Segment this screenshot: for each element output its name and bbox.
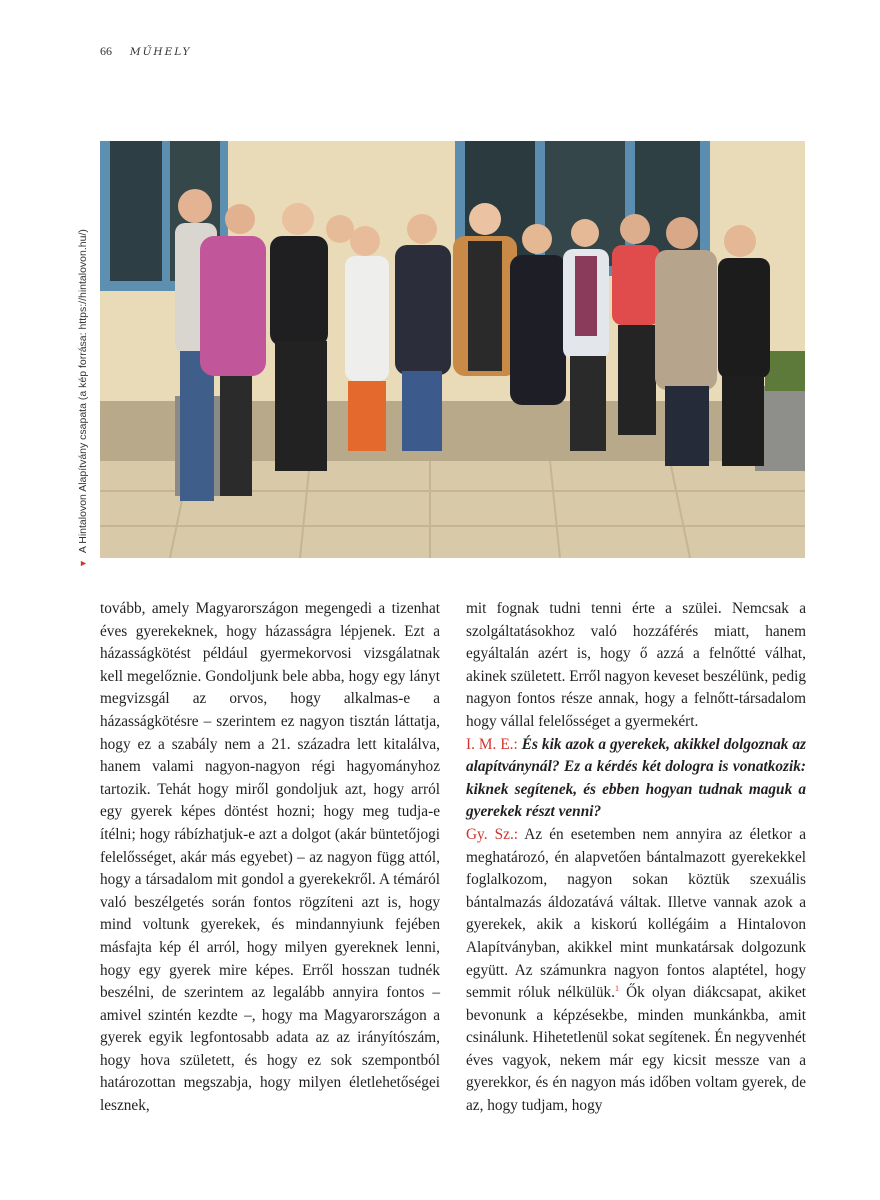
question-text: És kik azok a gyerekek, akikkel dolgoznak az alapítványnál? Ez a kérdés két dologra is vonatkozik: kiknek segítenek, és ebben hogyan tudnak maguk a gyerekek részt venni? bbox=[466, 735, 806, 821]
interview-answer bbox=[466, 824, 806, 1118]
photo-caption bbox=[77, 229, 89, 568]
group-photo bbox=[100, 141, 805, 558]
text-column-right bbox=[466, 598, 806, 1118]
running-header bbox=[100, 44, 191, 59]
caption-text: A Hintalovon Alapítvány csapata (a kép forrása: https://hintalovon.hu/) bbox=[77, 229, 89, 554]
caption-triangle-icon: ▼ bbox=[78, 559, 88, 568]
section-title: MŰHELY bbox=[129, 46, 192, 58]
interview-question bbox=[466, 734, 806, 824]
text-column-left bbox=[100, 598, 440, 1118]
page-number: 66 bbox=[100, 44, 112, 58]
left-paragraph: tovább, amely Magyarországon megengedi a tizenhat éves gyerekeknek, hogy házasságra lépjenek. Ezt a házasságkötést például gyermekorvosi vizsgálatnak kell megelőznie. Gondoljunk bele abba, hogy egy lányt megvizsgál az orvos, hogy alkalmas-e a házasságkötésre – szerintem ez nagyon tisztán láttatja, hogy ez a szabály nem a 21. századra lett kitalálva, hanem valami nagyon-nagyon régi hagyományhoz tartozik. Tehát hogy miről gondoljuk azt, hogy arról egy gyerek képes döntést hozni; hogy meg tudja-e ítélni; hogy rábízhatjuk-e azt a dolgot (akár büntetőjogi felelősséget, akár más egyebet) – az nagyon függ attól, hogy a társadalom mit gondol a gyerekekről. A témáról való beszélgetés során fontos rögzíteni azt is, hogy mind voltunk gyerekek, és mindannyiunk fejében másfajta kép él arról, hogy milyen gyereknek lenni, hogy egy gyerek mire képes. Erről hosszan tudnék beszélni, de szerintem az legalább annyira fontos – amivel szintén kezdte –, hogy ma Magyarországon a gyerek egyik legfontosabb adata az az irányítószám, hogy hova született, és hogy ez sok szempontból határozottan megszabja, hogy milyen életlehetőségei lesznek, bbox=[100, 600, 440, 1115]
answer-text-part1: Az én esetemben nem annyira az életkor a meghatározó, én alapvetően bántalmazott gyerekekkel foglalkozom, nagyon sokan köztük szexuális bántalmazás áldozatává váltak. Illetve vannak azok a gyerekek, akik a kiskorú kollégáim a Hintalovon Alapítványban, akikkel mint munkatársak dolgozunk együtt. Az számunkra nagyon fontos alaptétel, hogy semmit róluk nélkülük. bbox=[466, 825, 806, 1002]
answer-speaker: Gy. Sz.: bbox=[466, 825, 519, 843]
answer-text-part2: Ők olyan diákcsapat, akiket bevonunk a képzésekbe, minden munkánkba, amit csinálunk. Hihetetlenül sokat segítenek. Én negyvenhét éves vagyok, nekem már egy kicsit messze van a gyerekkor, és én nagyon más időben voltam gyerek, de az, hogy tudjam, hogy bbox=[466, 984, 806, 1115]
question-speaker: I. M. E.: bbox=[466, 735, 518, 753]
footnote-marker[interactable]: 1 bbox=[614, 984, 619, 993]
right-intro-paragraph: mit fognak tudni tenni érte a szülei. Nemcsak a szolgáltatásokhoz való hozzáférés miatt, hanem egyáltalán azért is, hogy ő azzá a felnőtté válhat, akinek született. Erről nagyon keveset beszélünk, pedig nagyon fontos része annak, hogy a felnőtt-társadalom hogy vállal felelősséget a gyermekért. bbox=[466, 600, 806, 730]
